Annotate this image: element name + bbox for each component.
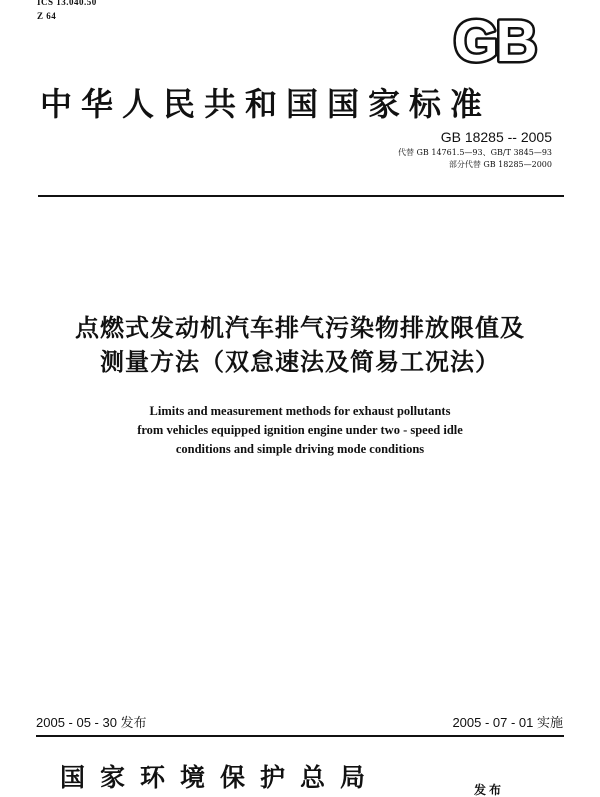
top-divider bbox=[38, 195, 564, 197]
title-en-line-1: Limits and measurement methods for exhaust pollutants bbox=[149, 404, 451, 418]
partially-replaces-note: 部分代替 GB 18285—2000 bbox=[448, 160, 552, 169]
title-en-line-3: conditions and simple driving mode conditions bbox=[175, 442, 425, 456]
title-cn-line-2: 测量方法（双怠速法及简易工况法） bbox=[100, 348, 500, 376]
standard-title: 中华人民共和国国家标准 bbox=[40, 85, 492, 123]
issue-label: 发布 bbox=[474, 783, 505, 797]
replaces-note: 代替 GB 14761.5—93、GB/T 3845—93 bbox=[398, 148, 552, 157]
classification-code: Z 64 bbox=[37, 11, 57, 21]
implement-date: 2005 - 07 - 01 实施 bbox=[452, 715, 563, 730]
publish-date: 2005 - 05 - 30 发布 bbox=[36, 715, 147, 730]
title-cn-line-1: 点燃式发动机汽车排气污染物排放限值及 bbox=[75, 314, 525, 342]
ics-code: ICS 13.040.50 bbox=[37, 0, 97, 7]
document-title-cn bbox=[0, 311, 600, 379]
title-en-line-2: from vehicles equipped ignition engine under two - speed idle bbox=[137, 423, 463, 437]
gb-logo bbox=[444, 12, 544, 68]
document-title-en bbox=[0, 402, 600, 459]
standard-number: GB 18285 -- 2005 bbox=[440, 129, 552, 145]
gb-logo-text: GB bbox=[453, 12, 535, 68]
issuer-name: 国家环境保护总局 bbox=[60, 763, 381, 792]
bottom-divider bbox=[36, 735, 564, 737]
